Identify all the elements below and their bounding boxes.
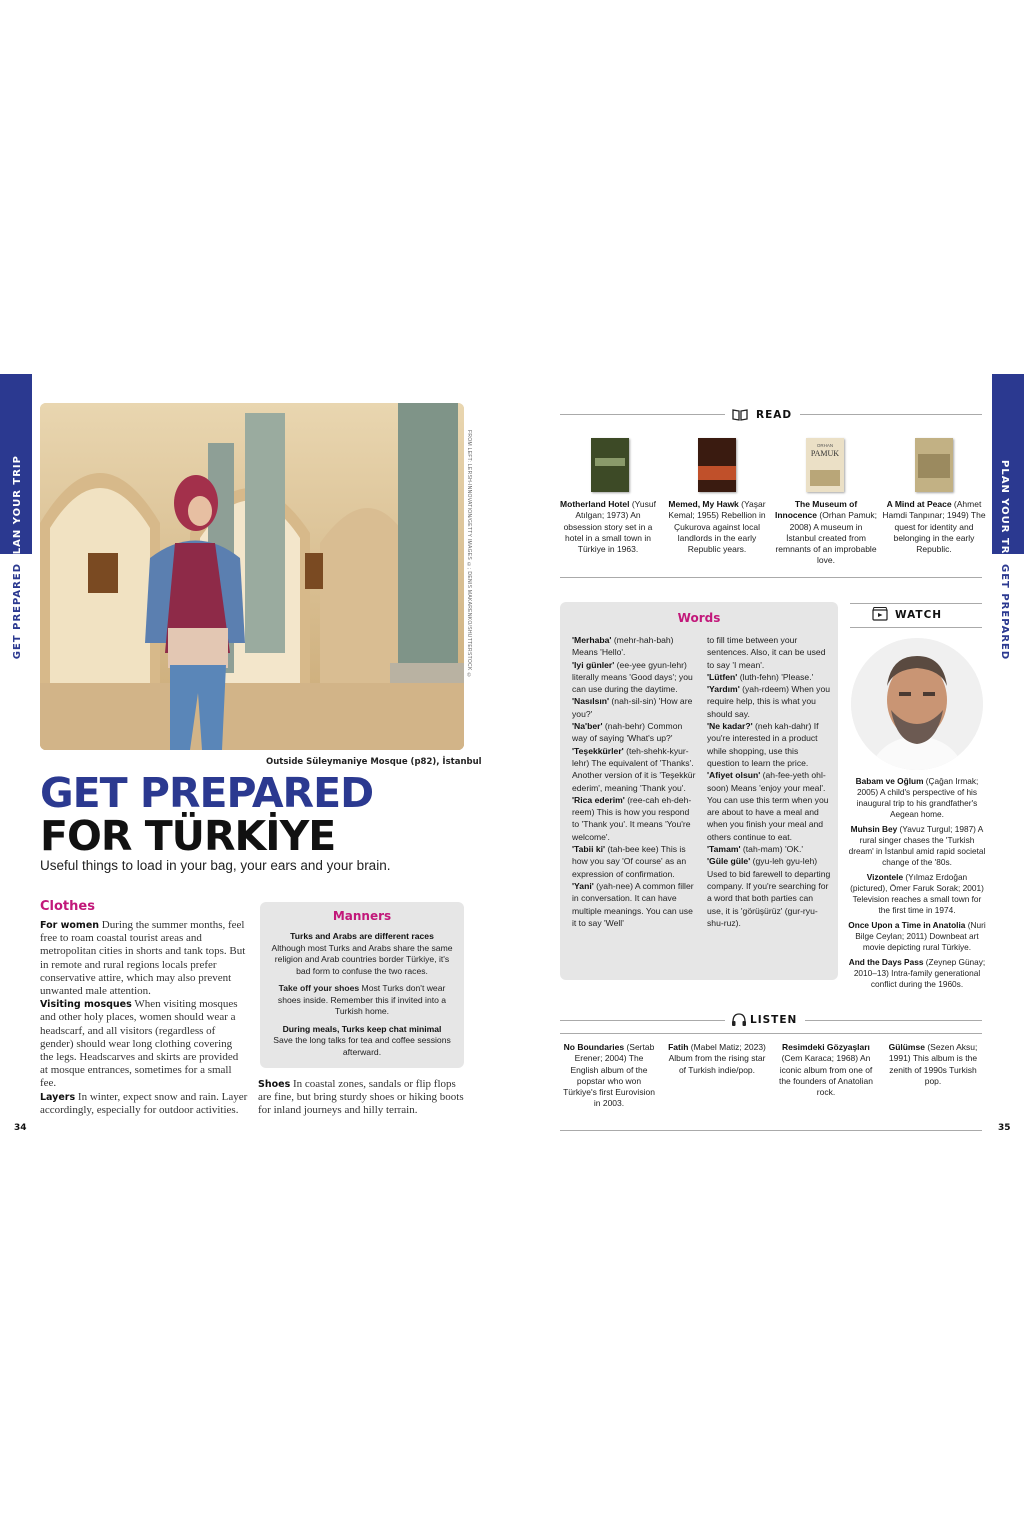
words-column-right [707, 634, 831, 929]
book-caption [556, 499, 660, 555]
word-term: 'Rica ederim' [572, 794, 625, 805]
word-term: 'Iyi günler' [572, 659, 615, 670]
actor-portrait [851, 638, 983, 770]
word-term: 'Güle güle' [707, 856, 751, 867]
book-caption [882, 499, 986, 555]
clothes-term: Layers [40, 1091, 76, 1103]
book-desc: (Yusuf Atılgan; 1973) An obsession story set in a hotel in a small town in Türkiye in 1963. [563, 499, 656, 555]
watch-desc: (Yavuz Turgul; 1987) A rural singer chases the 'Turkish dream' in İstanbul amid rapid societal change of the '80s. [848, 824, 986, 867]
listen-subrule [560, 1033, 982, 1034]
page-number-right: 35 [998, 1123, 1011, 1133]
word-desc: (gyu-leh gyu-leh) Used to bid farewell to departing company. If you're searching for a word that both parties can use, it is 'görüşürüz' (gur-ryu-shu-ruz). [707, 856, 831, 928]
manners-item [270, 1024, 454, 1059]
manners-item-text: Save the long talks for tea and coffee sessions afterward. [273, 1035, 451, 1057]
word-desc: (luth-fehn) 'Please.' [737, 671, 814, 682]
shoes-term: Shoes [258, 1079, 291, 1090]
clothes-desc: During the summer months, feel free to roam coastal tourist areas and metropolitan cities in shorts and tank tops. But in remote and rural regions locals prefer conservative attire, which may also prevent unwanted male attention. [40, 919, 246, 998]
word-term: 'Yardım' [707, 684, 740, 695]
video-icon [872, 607, 888, 626]
book-desc: (Yaşar Kemal; 1955) Rebellion in Çukurova against local landlords in the early Republic years. [668, 499, 766, 555]
clothes-term: For women [40, 920, 100, 931]
book-cover-author-first: ORHAN [816, 443, 834, 448]
manners-item-title: Turks and Arabs are different races [290, 931, 434, 941]
word-term: 'Tamam' [707, 844, 741, 855]
word-desc: (nah-sil-sin) 'How are you?' [572, 696, 693, 719]
clothes-desc: In winter, expect snow and rain. Layer accordingly, especially for outdoor activities. [40, 1090, 248, 1116]
word-entry [707, 843, 831, 855]
word-entry [572, 695, 696, 720]
book-caption [665, 499, 769, 555]
watch-label: WATCH [895, 609, 943, 621]
left-tab-section-label: GET PREPARED [12, 563, 23, 660]
album-desc: (Mabel Matiz; 2023) Album from the rising star of Turkish indie/pop. [668, 1042, 766, 1075]
word-desc: (tah-mam) 'OK.' [740, 844, 804, 855]
watch-item [848, 824, 986, 868]
word-entry [572, 720, 696, 745]
clothes-term: Visiting mosques [40, 999, 132, 1011]
word-desc: (ree-cah eh-deh-reem) This is how you respond to 'Thank you'. It means 'You're welcome'. [572, 794, 692, 842]
watch-item [848, 920, 986, 953]
album-title: Gülümse [888, 1042, 925, 1052]
word-term: 'Merhaba' [572, 635, 612, 645]
listen-label: LISTEN [750, 1014, 798, 1026]
watch-title: And the Days Pass [848, 957, 924, 967]
manners-box [260, 902, 464, 1068]
album-caption [884, 1042, 982, 1087]
book-title: Motherland Hotel [560, 499, 630, 509]
word-term: 'Teşekkürler' [572, 745, 624, 756]
page-number-left: 34 [14, 1123, 27, 1133]
word-entry [572, 659, 696, 696]
listen-bottom-rule [560, 1130, 982, 1131]
word-desc: (yah-rdeem) When you require help, this is what you should say. [707, 684, 831, 719]
watch-rule-bottom [850, 627, 982, 628]
album-caption [776, 1042, 876, 1098]
book-cover-memed-my-hawk [698, 438, 736, 492]
watch-item [848, 776, 986, 820]
page-subtitle: Useful things to load in your bag, your ears and your brain. [40, 858, 391, 873]
word-desc: (yah-nee) A common filler in conversation. It can have multiple meanings. You can use it to say 'Well' [572, 880, 694, 928]
mosque-photo [40, 403, 464, 750]
watch-title: Muhsin Bey [850, 824, 898, 834]
book-cover-museum-of-innocence [806, 438, 844, 492]
word-desc: (mehr-hah-bah) Means 'Hello'. [572, 635, 674, 658]
words-heading: Words [677, 611, 721, 625]
left-tab-plan-label: PLAN YOUR TRIP [12, 455, 23, 563]
word-entry [572, 745, 696, 794]
page-title-line1: GET PREPARED [40, 769, 374, 817]
clothes-item [40, 998, 248, 1090]
word-desc: (tah-bee kee) This is how you say 'Of course' as an expression of confirmation. [572, 844, 687, 879]
mosque-illustration [40, 403, 464, 750]
word-term: 'Na'ber' [572, 721, 603, 732]
word-entry [707, 769, 831, 843]
word-continuation: to fill time between your sentences. Also, it can be used to say 'I mean'. [707, 635, 826, 670]
watch-desc: (Yılmaz Erdoğan (pictured), Ömer Faruk Sorak; 2001) Television reaches a small town for the first time in 1974. [850, 872, 984, 915]
book-cover-motherland-hotel [591, 438, 629, 492]
watch-desc: (Nuri Bilge Ceylan; 2011) Downbeat art movie depicting rural Türkiye. [855, 920, 986, 952]
word-entry [572, 634, 696, 659]
word-desc: (ah-fee-yeth ohl-soon) Means 'enjoy your meal'. You can use this term when you are about to have a meal and when you finish your meal and others continue to eat. [707, 770, 829, 842]
album-title: Resimdeki Gözyaşları [782, 1042, 870, 1052]
album-caption [560, 1042, 658, 1110]
word-desc: (ee-yee gyun-lehr) literally means 'Good days'; you can use during the daytime. [572, 659, 693, 695]
word-entry [707, 683, 831, 720]
word-term: 'Tabii ki' [572, 844, 606, 855]
clothes-heading: Clothes [40, 899, 95, 914]
book-title: A Mind at Peace [886, 499, 952, 509]
clothes-item [40, 919, 248, 998]
read-rule-left [560, 414, 725, 415]
word-entry [572, 843, 696, 880]
listen-rule-left [560, 1020, 725, 1021]
book-title: The Museum of Innocence [774, 499, 858, 521]
album-desc: (Sertab Erener; 2004) The English album of the popstar who won Türkiye's first Eurovision in 2003. [563, 1042, 655, 1109]
photo-caption: Outside Süleymaniye Mosque (p82), İstanbul [266, 757, 482, 767]
watch-list [848, 776, 986, 994]
clothes-desc: When visiting mosques and other holy places, women should wear a headscarf, and all visitors (regardless of gender) should wear long clothing covering the legs. Headscarves and skirts are provided at mosque entrances, sometimes for a small fee. [40, 998, 239, 1090]
clothes-text [40, 919, 248, 1117]
watch-title: Once Upon a Time in Anatolia [848, 920, 966, 930]
manners-item-text: Most Turks don't wear shoes inside. Remember this if invited into a Turkish home. [277, 983, 447, 1016]
headphones-icon [731, 1012, 747, 1032]
word-entry [572, 794, 696, 843]
right-tab-section-label: GET PREPARED [999, 564, 1010, 661]
read-bottom-rule [560, 577, 982, 578]
manners-item-text: Although most Turks and Arabs share the same religion and Arab countries border Türkiye, it's bad form to confuse the two races. [271, 942, 453, 976]
album-caption [668, 1042, 766, 1076]
manners-item-title: During meals, Turks keep chat minimal [282, 1023, 442, 1034]
book-cover-a-mind-at-peace [915, 438, 953, 492]
word-desc: (neh kah-dahr) If you're interested in a product while shopping, use this question to learn the price. [707, 721, 819, 768]
watch-item [848, 872, 986, 916]
word-term: 'Yani' [572, 880, 594, 891]
book-title: Memed, My Hawk [668, 499, 739, 509]
book-open-icon [732, 408, 748, 426]
book-cover-author-last: PAMUK [810, 449, 840, 458]
watch-rule-top [850, 603, 982, 604]
right-tab-plan-label: PLAN YOUR TRIP [999, 460, 1010, 568]
shoes-text [258, 1078, 468, 1118]
book-caption [774, 499, 878, 567]
watch-item [848, 957, 986, 990]
word-entry [707, 671, 831, 683]
read-label: READ [756, 409, 793, 421]
word-term: 'Afiyet olsun' [707, 770, 761, 781]
word-term: 'Lütfen' [707, 671, 738, 682]
book-desc: (Ahmet Hamdi Tanpınar; 1949) The quest for identity and belonging in the early Republic. [882, 499, 986, 555]
word-desc: (teh-shehk-kyur-lehr) The equivalent of 'Thanks'. Another version of it is 'Teşekkür ederim', meaning 'Thank you'. [572, 745, 696, 793]
photo-credit: FROM LEFT: LERSH-INNOVATION/GETTY IMAGES ©; DENIS MAKARENKO/SHUTTERSTOCK © [466, 430, 472, 679]
watch-desc: (Çağan Irmak; 2005) A child's perspective of his inaugural trip to his grandfather's Aegean home. [856, 776, 979, 819]
watch-title: Babam ve Oğlum [855, 776, 924, 786]
word-entry [707, 720, 831, 769]
manners-heading: Manners [332, 909, 392, 923]
album-desc: (Sezen Aksu; 1991) This album is the zenith of 1990s Turkish pop. [888, 1042, 978, 1086]
manners-item-title: Take off your shoes [278, 983, 360, 993]
shoes-desc: In coastal zones, sandals or flip flops are fine, but bring sturdy shoes or hiking boots for inland journeys and hilly terrain. [258, 1078, 464, 1117]
word-term: 'Ne kadar?' [707, 721, 753, 732]
word-term: 'Nasılsın' [572, 696, 610, 707]
manners-item [270, 931, 454, 977]
clothes-item [40, 1091, 248, 1117]
listen-rule-right [805, 1020, 982, 1021]
read-rule-right [800, 414, 982, 415]
word-desc: (nah-behr) Common way of saying 'What's up?' [572, 721, 683, 744]
words-column-left [572, 634, 696, 929]
book-desc: (Orhan Pamuk; 2008) A museum in İstanbul created from remnants of an improbable love. [775, 510, 878, 566]
manners-item [270, 983, 454, 1018]
watch-desc: (Zeynep Günay; 2010–13) Intra-family generational conflict during the 1960s. [853, 957, 986, 989]
album-title: Fatih [668, 1042, 689, 1052]
word-entry [707, 855, 831, 929]
page-title-line2: FOR TÜRKİYE [40, 812, 336, 860]
word-entry [572, 880, 696, 929]
watch-title: Vizontele [866, 872, 904, 882]
album-title: No Boundaries [563, 1042, 625, 1052]
album-desc: (Cem Karaca; 1968) An iconic album from one of the founders of Anatolian rock. [778, 1053, 874, 1098]
